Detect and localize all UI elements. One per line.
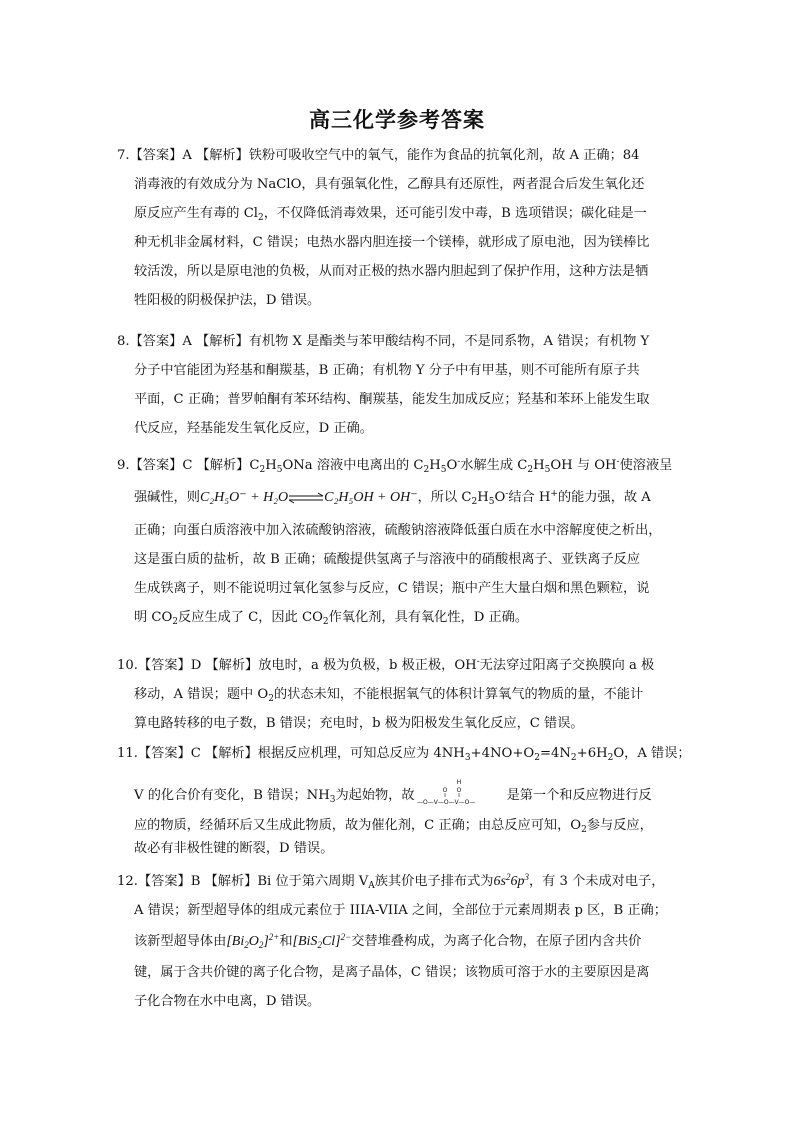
answer-7-line-1: 7.【答案】A 【解析】铁粉可吸收空气中的氧气，能作为食品的抗氧化剂，故 A 正确；84: [117, 148, 640, 163]
formula-bi2o2: $[Bi_2O_2]^{2+}$: [226, 932, 280, 950]
equation-left: C₂H₅O⁻ + H₂O: [199, 490, 289, 505]
electron-config: $6s^26p^3$: [493, 872, 529, 889]
equilibrium-arrow-icon: [288, 492, 324, 504]
answer-12-line-4: 键，属于含共价键的离子化合物，是离子晶体，C 错误；该物质可溶于水的主要原因是离: [134, 965, 650, 980]
answer-9-line-5: 生成铁离子，则不能说明过氧化氢参与反应，C 错误；瓶中产生大量白烟和黑色颗粒，说: [134, 581, 650, 596]
answer-11-line-3: 应的物质，经循环后又生成此物质，故为催化剂，C 正确；由总反应可知，$O_2$参与反应，: [134, 818, 653, 835]
answer-8: [117, 327, 677, 443]
answer-11-line-4: 故必有非极性键的断裂，D 错误。: [134, 841, 334, 856]
answer-12-line-5: 子化合物在水中电离，D 错误。: [134, 994, 321, 1009]
answer-7-line-3: 原反应产生有毒的 $Cl_2$，不仅降低消毒效果，还可能引发中毒，B 选项错误；碳化硅是一: [134, 206, 647, 223]
answer-10-line-3: 算电路转移的电子数，B 错误；充电时，b 极为阳极发生氧化反应，C 错误。: [134, 716, 584, 731]
answer-12: [117, 867, 677, 1016]
answer-8-line-2: 分子中官能团为羟基和酮羰基，B 正确；有机物 Y 分子中有甲基，则不可能所有原子共: [134, 363, 640, 378]
answer-9-line-3: 正确；向蛋白质溶液中加入浓硫酸钠溶液，硫酸钠溶液降低蛋白质在水中溶解度使之析出，: [134, 523, 662, 538]
answer-8-line-4: 代反应，羟基能发生氧化反应，D 正确。: [134, 421, 373, 436]
answer-8-line-1: 8.【答案】A 【解析】有机物 X 是酯类与苯甲酸结构不同，不是同系物，A 错误；有机物 Y: [117, 334, 650, 349]
answer-7-line-4: 种无机非金属材料，C 错误；电热水器内胆连接一个镁棒，就形成了原电池，因为镁棒比: [134, 235, 650, 250]
answer-12-line-2: A 错误；新型超导体的组成元素位于 IIIA-VIIA 之间，全部位于元素周期表 p 区，B 正确；: [134, 903, 667, 918]
svg-text:H: H: [456, 778, 461, 786]
svg-text:O: O: [456, 786, 461, 794]
page-title: 高三化学参考答案: [309, 108, 485, 132]
answer-10-line-1: 10.【答案】D 【解析】放电时，a 极为负极，b 极正极，OH-无法穿过阳离子交换膜向 a 极: [117, 657, 655, 673]
formula-bis2cl: $[BiS_2Cl]^{2-}$: [292, 932, 352, 950]
answer-11: [117, 739, 691, 860]
answer-10-line-2: 移动，A 错误；题中 $O_2$的状态未知，不能根据氧气的体积计算氧气的物质的量，不能计: [134, 687, 644, 704]
answer-9: [117, 451, 677, 632]
answer-9-line-2: 强碱性，则C₂H₅O⁻ + H₂O C₂H₅OH + OH⁻，所以 $C_2H_5O^-$结合 H+的能力强，故 A: [134, 489, 651, 507]
answer-11-line-2: V 的化合价有变化，B 错误；$NH_3$为起始物，故 H O O —O—V—O—V—O— 是第一个和反应物进行反: [117, 768, 677, 814]
answer-12-line-3: 该新型超导体由$[Bi_2O_2]^{2+}$和$[BiS_2Cl]^{2-}$交替堆叠构成，为离子化合物，在原子团内含共价: [134, 932, 642, 950]
answer-12-line-1: 12.【答案】B 【解析】Bi 位于第六周期 $V_A$族其价电子排布式为$6s^26p^3$，有 3 个未成对电子，: [117, 872, 665, 891]
answer-9-line-4: 这是蛋白质的盐析，故 B 正确；硫酸提供氢离子与溶液中的硝酸根离子、亚铁离子反应: [134, 552, 641, 567]
answer-10: [117, 651, 677, 738]
answer-7: [117, 141, 677, 315]
answer-7-line-5: 较活泼，所以是原电池的负极，从而对正极的热水器内胆起到了保护作用，这种方法是牺: [134, 264, 649, 279]
answer-9-line-6: 明 $CO_2$反应生成了 C，因此 $CO_2$作氧化剂，具有氧化性，D 正确。: [134, 610, 529, 627]
answer-7-line-2: 消毒液的有效成分为 NaClO，具有强氧化性，乙醇具有还原性，两者混合后发生氧化还: [134, 177, 645, 192]
answer-9-line-1: 9.【答案】C 【解析】$C_2H_5ONa$ 溶液中电离出的 $C_2H_5O^-$水解生成 $C_2H_5OH$ 与 OH-使溶液呈: [117, 457, 673, 475]
answer-7-line-6: 牲阳极的阴极保护法，D 错误。: [134, 293, 321, 308]
svg-text:—O—V—O—V—O—: —O—V—O—V—O—: [416, 798, 475, 806]
svg-text:O: O: [442, 786, 447, 794]
equation-right: C₂H₅OH + OH⁻: [324, 490, 418, 505]
answer-11-line-1: 11.【答案】C 【解析】根据反应机理，可知总反应为 $4NH_3+4NO+O_2=4N_2+6H_2O$，A 错误；: [117, 746, 691, 763]
answer-8-line-3: 平面，C 正确；普罗帕酮有苯环结构、酮羰基，能发生加成反应；羟基和苯环上能发生取: [134, 392, 650, 407]
vanadium-structure-icon: [415, 778, 507, 814]
